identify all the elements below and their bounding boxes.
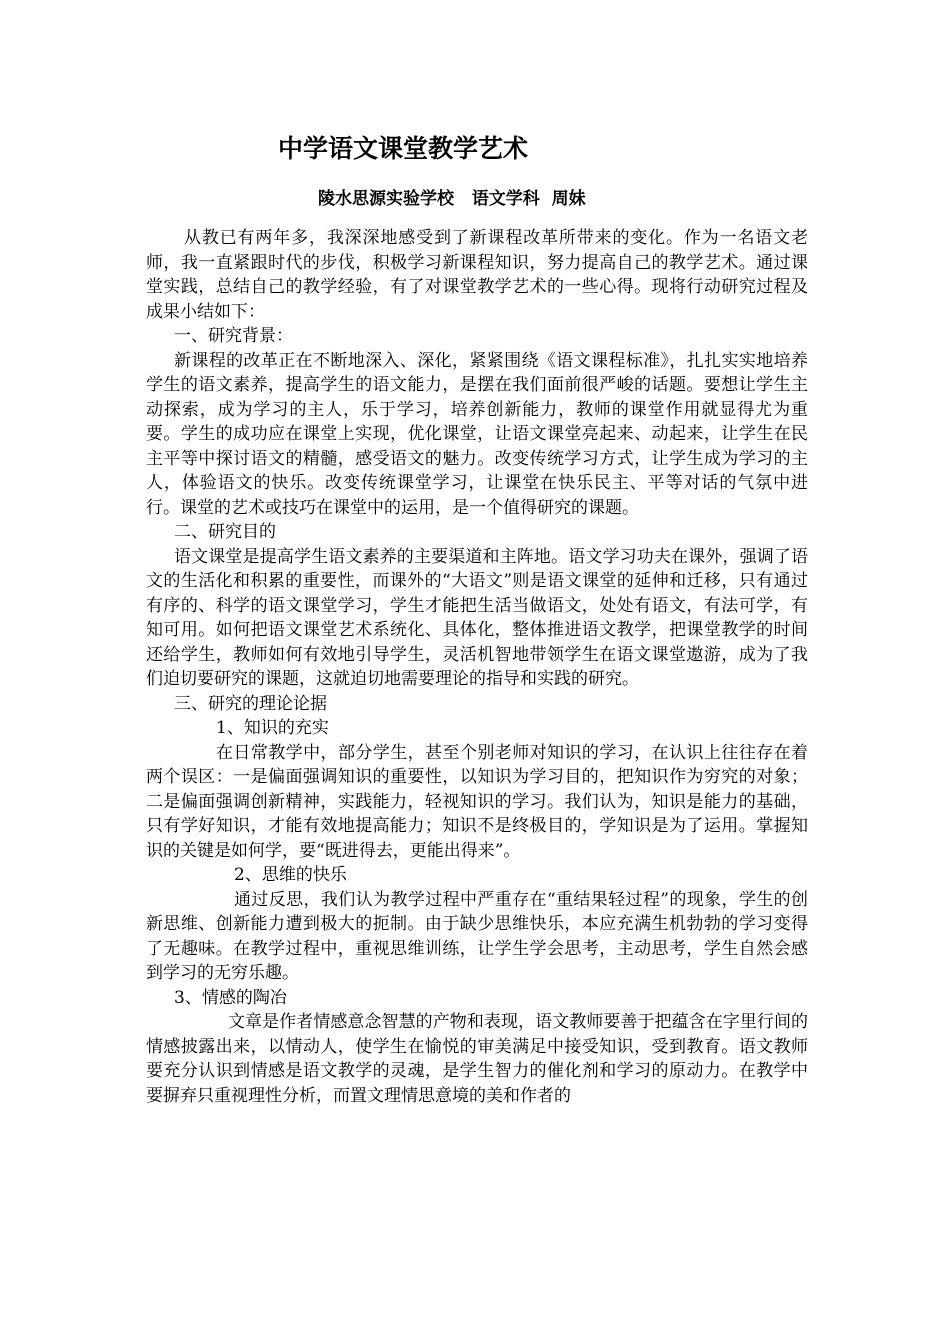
section-text-background: 新课程的改革正在不断地深入、深化，紧紧围绕《语文课程标准》，扎扎实实地培养学生的语文素养，提高学生的语文能力，是摆在我们面前很严峻的话题。要想让学生主动探索，成为学习的主人，乐于学习，培养创新能力，教师的课堂作用就显得尤为重要。学生的成功应在课堂上实现，优化课堂，让语文课堂亮起来、动起来，让学生在民主平等中探讨语文的精髓，感受语文的魅力。改变传统学习方式，让学生成为学习的主人，体验语文的快乐。改变传统课堂学习，让课堂在快乐民主、平等对话的气氛中进行。课堂的艺术或技巧在课堂中的运用，是一个值得研究的课题。 [146,350,808,518]
author-byline: 陵水思源实验学校 语文学科 周妹 [318,189,586,209]
subsection-text-knowledge: 在日常教学中，部分学生，甚至个别老师对知识的学习，在认识上往往存在着两个误区：一是偏面强调知识的重要性，以知识为学习目的，把知识作为穷究的对象；二是偏面强调创新精神，实践能力，轻视知识的学习。我们认为，知识是能力的基础，只有学好知识，才能有效地提高能力；知识不是终极目的，学知识是为了运用。掌握知识的关键是如何学，要“既进得去，更能出得来”。 [146,742,808,861]
section-heading-purpose: 二、研究目的 [174,522,276,542]
document-title: 中学语文课堂教学艺术 [278,134,529,163]
document-body [146,226,808,1108]
intro-paragraph: 从教已有两年多，我深深地感受到了新课程改革所带来的变化。作为一名语文老师，我一直紧跟时代的步伐，积极学习新课程知识，努力提高自己的教学艺术。通过课堂实践，总结自己的教学经验，有了对课堂教学艺术的一些心得。现将行动研究过程及成果小结如下： [146,228,808,322]
subsection-heading-emotion: 3、情感的陶冶 [174,987,287,1008]
section-heading-theory: 三、研究的理论论据 [174,693,327,714]
section-heading-background: 一、研究背景： [174,326,293,346]
subsection-text-thinking: 通过反思，我们认为教学过程中严重存在“重结果轻过程”的现象，学生的创新思维、创新能力遭到极大的扼制。由于缺少思维快乐，本应充满生机勃勃的学习变得了无趣味。在教学过程中，重视思维训练，让学生学会思考，主动思考，学生自然会感到学习的无穷乐趣。 [146,889,808,983]
section-text-purpose: 语文课堂是提高学生语文素养的主要渠道和主阵地。语文学习功夫在课外，强调了语文的生活化和积累的重要性，而课外的“大语文”则是语文课堂的延伸和迁移，只有通过有序的、科学的语文课堂学习，学生才能把生活当做语文，处处有语文，有法可学，有知可用。如何把语文课堂艺术系统化、具体化，整体推进语文教学，把课堂教学的时间还给学生，教师如何有效地引导学生，灵活机智地带领学生在语文课堂遨游，成为了我们迫切要研究的课题，这就迫切地需要理论的指导和实践的研究。 [146,546,808,689]
subsection-heading-thinking: 2、思维的快乐 [234,865,347,885]
subsection-heading-knowledge: 1、知识的充实 [216,718,329,738]
subsection-text-emotion: 文章是作者情感意念智慧的产物和表现，语文教师要善于把蕴含在字里行间的情感披露出来，以情动人，使学生在愉悦的审美满足中接受知识，受到教育。语文教师要充分认识到情感是语文教学的灵魂，是学生智力的催化剂和学习的原动力。在教学中要摒弃只重视理性分析，而置文理情思意境的美和作者的 [146,1012,808,1106]
